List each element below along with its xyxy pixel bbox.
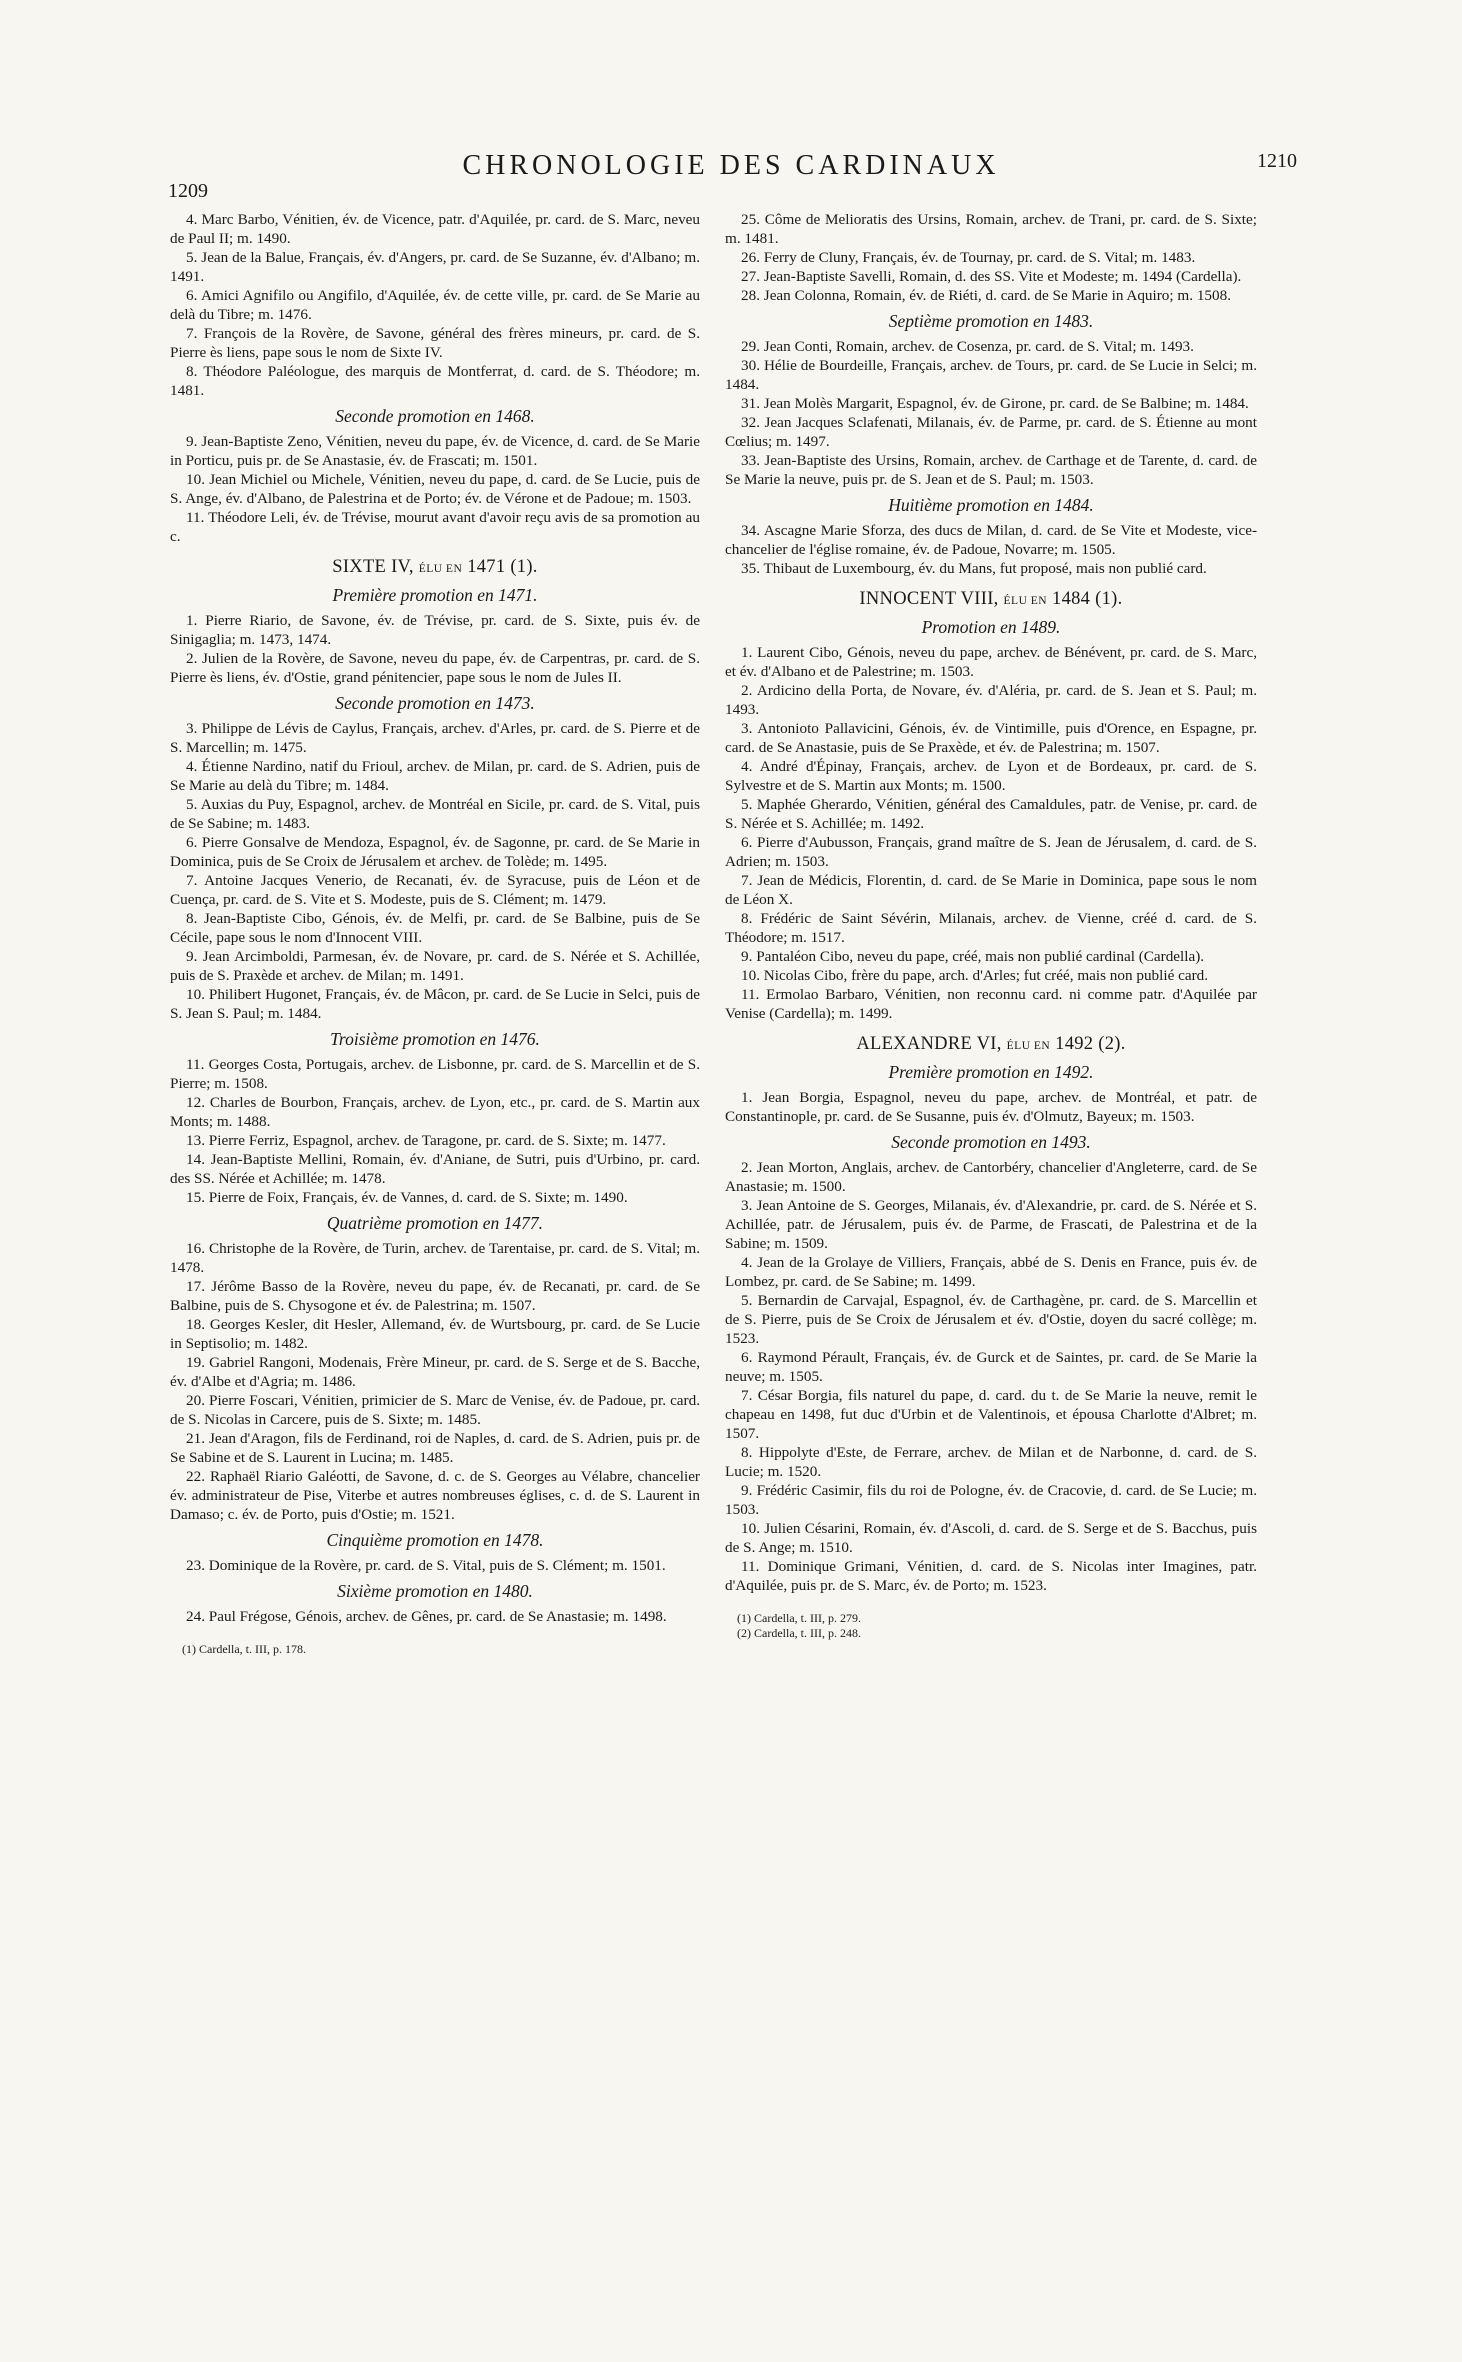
cardinal-entry: 29. Jean Conti, Romain, archev. de Cosenza, pr. card. de S. Vital; m. 1493. <box>741 338 1194 355</box>
pope-name: INNOCENT VIII, <box>859 589 999 609</box>
cardinal-entry: 3. Jean Antoine de S. Georges, Milanais, év. d'Alexandrie, pr. card. de S. Nérée et S. Achillée, patr. de Jérusalem, puis év. de Parme, de Frascati, de Palestrina et de la Sabine; m. 1509. <box>725 1197 1257 1252</box>
cardinal-entry: 9. Jean Arcimboldi, Parmesan, év. de Novare, pr. card. de S. Nérée et S. Achillée, puis de S. Praxède et archev. de Milan; m. 1491. <box>170 948 700 984</box>
footnote-ref: (1). <box>510 557 538 577</box>
promotion-heading: Première promotion en 1471. <box>332 585 538 605</box>
cardinal-entry: 15. Pierre de Foix, Français, év. de Vannes, d. card. de S. Sixte; m. 1490. <box>186 1189 628 1206</box>
cardinal-entry: 26. Ferry de Cluny, Français, év. de Tournay, pr. card. de S. Vital; m. 1483. <box>741 249 1196 266</box>
cardinal-entry: 21. Jean d'Aragon, fils de Ferdinand, roi de Naples, d. card. de S. Adrien, puis pr. de Se Sabine et de S. Laurent in Lucina; m. 1485. <box>170 1430 700 1466</box>
pope-heading <box>170 558 700 579</box>
cardinal-entry: 3. Antonioto Pallavicini, Génois, év. de Vintimille, puis d'Orence, en Espagne, pr. card. de Se Anastasie, puis de Se Praxède, et év. de Palestrina; m. 1507. <box>725 720 1257 756</box>
cardinal-entry: 24. Paul Frégose, Génois, archev. de Gênes, pr. card. de Se Anastasie; m. 1498. <box>186 1608 667 1625</box>
cardinal-entry: 6. Pierre d'Aubusson, Français, grand maître de S. Jean de Jérusalem, d. card. de S. Adrien; m. 1503. <box>725 834 1257 870</box>
cardinal-entry: 19. Gabriel Rangoni, Modenais, Frère Mineur, pr. card. de S. Serge et de S. Bacche, év. d'Albe et d'Agria; m. 1486. <box>170 1354 700 1390</box>
promotion-heading: Seconde promotion en 1468. <box>335 406 535 426</box>
cardinal-entry: 31. Jean Molès Margarit, Espagnol, év. de Girone, pr. card. de Se Balbine; m. 1484. <box>741 395 1249 412</box>
promotion-heading: Huitième promotion en 1484. <box>888 495 1094 515</box>
cardinal-entry: 8. Jean-Baptiste Cibo, Génois, év. de Melfi, pr. card. de Se Balbine, puis de Se Cécile, pape sous le nom d'Innocent VIII. <box>170 910 700 946</box>
cardinal-entry: 9. Frédéric Casimir, fils du roi de Pologne, év. de Cracovie, d. card. de Se Lucie; m. 1503. <box>725 1482 1257 1518</box>
cardinal-entry: 22. Raphaël Riario Galéotti, de Savone, d. c. de S. Georges au Vélabre, chancelier év. administrateur de Pise, Viterbe et autres nombreuses églises, c. d. de S. Laurent in Damaso; c. év. de Porto, puis d'Ostie; m. 1521. <box>170 1468 700 1523</box>
cardinal-entry: 17. Jérôme Basso de la Rovère, neveu du pape, év. de Recanati, pr. card. de Se Balbine, puis de S. Chysogone et év. de Palestrina; m. 1507. <box>170 1278 700 1314</box>
promotion-heading: Sixième promotion en 1480. <box>337 1581 533 1601</box>
promotion-heading: Première promotion en 1492. <box>888 1062 1094 1082</box>
footnote-ref: (2). <box>1098 1034 1126 1054</box>
cardinal-entry: 33. Jean-Baptiste des Ursins, Romain, archev. de Carthage et de Tarente, d. card. de Se Marie la neuve, puis pr. de S. Jean et de S. Paul; m. 1503. <box>725 452 1257 488</box>
pope-name: SIXTE IV, <box>332 557 414 577</box>
footnote: (1) Cardella, t. III, p. 178. <box>182 1642 306 1656</box>
footnotes <box>725 1611 1257 1641</box>
promotion-heading: Troisième promotion en 1476. <box>330 1029 540 1049</box>
elu-label: ÉLU EN <box>1003 595 1048 607</box>
cardinal-entry: 10. Philibert Hugonet, Français, év. de Mâcon, pr. card. de Se Lucie in Selci, puis de S. Jean S. Paul; m. 1484. <box>170 986 700 1022</box>
cardinal-entry: 6. Amici Agnifilo ou Angifilo, d'Aquilée, év. de cette ville, pr. card. de Se Marie au delà du Tibre; m. 1476. <box>170 287 700 323</box>
promotion-heading: Seconde promotion en 1473. <box>335 693 535 713</box>
cardinal-entry: 11. Théodore Leli, év. de Trévise, mourut avant d'avoir reçu avis de sa promotion au c. <box>170 509 700 545</box>
cardinal-entry: 4. André d'Épinay, Français, archev. de Lyon et de Bordeaux, pr. card. de S. Sylvestre et de S. Martin aux Monts; m. 1500. <box>725 758 1257 794</box>
cardinal-entry: 11. Ermolao Barbaro, Vénitien, non reconnu card. ni comme patr. d'Aquilée par Venise (Cardella); m. 1499. <box>725 986 1257 1022</box>
cardinal-entry: 23. Dominique de la Rovère, pr. card. de S. Vital, puis de S. Clément; m. 1501. <box>186 1557 666 1574</box>
cardinal-entry: 4. Étienne Nardino, natif du Frioul, archev. de Milan, pr. card. de S. Adrien, puis de Se Marie au delà du Tibre; m. 1484. <box>170 758 700 794</box>
footnotes <box>170 1642 700 1657</box>
cardinal-entry: 5. Maphée Gherardo, Vénitien, général des Camaldules, patr. de Venise, pr. card. de S. Nérée et S. Achillée; m. 1492. <box>725 796 1257 832</box>
cardinal-entry: 1. Jean Borgia, Espagnol, neveu du pape, archev. de Montréal, et patr. de Constantinople, pr. card. de Se Susanne, puis év. d'Olmutz, Bayeux; m. 1503. <box>725 1089 1257 1125</box>
cardinal-entry: 5. Jean de la Balue, Français, év. d'Angers, pr. card. de Se Suzanne, év. d'Albano; m. 1491. <box>170 249 700 285</box>
cardinal-entry: 2. Julien de la Rovère, de Savone, neveu du pape, év. de Carpentras, pr. card. de S. Pierre ès liens, év. d'Ostie, grand pénitencier, pape sous le nom de Jules II. <box>170 650 700 686</box>
cardinal-entry: 8. Frédéric de Saint Sévérin, Milanais, archev. de Vienne, créé d. card. de S. Théodore; m. 1517. <box>725 910 1257 946</box>
promotion-heading: Cinquième promotion en 1478. <box>326 1530 544 1550</box>
cardinal-entry: 7. Jean de Médicis, Florentin, d. card. de Se Marie in Dominica, pape sous le nom de Léon X. <box>725 872 1257 908</box>
cardinal-entry: 14. Jean-Baptiste Mellini, Romain, év. d'Aniane, de Sutri, puis d'Urbino, pr. card. des SS. Nérée et Achillée; m. 1478. <box>170 1151 700 1187</box>
cardinal-entry: 1. Laurent Cibo, Génois, neveu du pape, archev. de Bénévent, pr. card. de S. Marc, et év. d'Albano et de Palestrine; m. 1503. <box>725 644 1257 680</box>
page-number-right: 1210 <box>1257 150 1297 172</box>
footnote-ref: (1). <box>1095 589 1123 609</box>
cardinal-entry: 9. Pantaléon Cibo, neveu du pape, créé, mais non publié cardinal (Cardella). <box>741 948 1205 965</box>
cardinal-entry: 32. Jean Jacques Sclafenati, Milanais, év. de Parme, pr. card. de S. Étienne au mont Cœlius; m. 1497. <box>725 414 1257 450</box>
cardinal-entry: 4. Jean de la Grolaye de Villiers, Français, abbé de S. Denis en France, puis év. de Lombez, pr. card. de Se Sabine; m. 1499. <box>725 1254 1257 1290</box>
footnote: (1) Cardella, t. III, p. 279. <box>737 1611 861 1625</box>
cardinal-entry: 8. Hippolyte d'Este, de Ferrare, archev. de Milan et de Narbonne, d. card. de S. Lucie; m. 1520. <box>725 1444 1257 1480</box>
left-column <box>170 210 700 1657</box>
elu-label: ÉLU EN <box>418 563 463 575</box>
cardinal-entry: 11. Georges Costa, Portugais, archev. de Lisbonne, pr. card. de S. Marcellin et de S. Pierre; m. 1508. <box>170 1056 700 1092</box>
cardinal-entry: 34. Ascagne Marie Sforza, des ducs de Milan, d. card. de Se Vite et Modeste, vice-chancelier de l'église romaine, év. de Padoue, Novarre; m. 1505. <box>725 522 1257 558</box>
cardinal-entry: 11. Dominique Grimani, Vénitien, d. card. de S. Nicolas inter Imagines, patr. d'Aquilée, puis pr. de S. Marc, év. de Porto; m. 1523. <box>725 1558 1257 1594</box>
pope-heading <box>725 1035 1257 1056</box>
election-year: 1484 <box>1052 589 1091 609</box>
cardinal-entry: 25. Côme de Melioratis des Ursins, Romain, archev. de Trani, pr. card. de S. Sixte; m. 1481. <box>725 211 1257 247</box>
election-year: 1492 <box>1055 1034 1094 1054</box>
cardinal-entry: 6. Raymond Pérault, Français, év. de Gurck et de Saintes, pr. card. de Se Marie la neuve; m. 1505. <box>725 1349 1257 1385</box>
cardinal-entry: 7. François de la Rovère, de Savone, général des frères mineurs, pr. card. de S. Pierre ès liens, pape sous le nom de Sixte IV. <box>170 325 700 361</box>
elu-label: ÉLU EN <box>1006 1040 1051 1052</box>
cardinal-entry: 7. Antoine Jacques Venerio, de Recanati, év. de Syracuse, puis de Léon et de Cuença, pr. card. de S. Vite et S. Modeste, puis de S. Clément; m. 1479. <box>170 872 700 908</box>
pope-name: ALEXANDRE VI, <box>856 1034 1002 1054</box>
promotion-heading: Promotion en 1489. <box>921 617 1061 637</box>
footnote: (2) Cardella, t. III, p. 248. <box>737 1626 861 1640</box>
cardinal-entry: 3. Philippe de Lévis de Caylus, Français, archev. d'Arles, pr. card. de S. Pierre et de S. Marcellin; m. 1475. <box>170 720 700 756</box>
cardinal-entry: 5. Bernardin de Carvajal, Espagnol, év. de Carthagène, pr. card. de S. Marcellin et de S. Pierre, puis de Se Croix de Jérusalem et év. d'Ostie, doyen du sacré collège; m. 1523. <box>725 1292 1257 1347</box>
cardinal-entry: 18. Georges Kesler, dit Hesler, Allemand, év. de Wurtsbourg, pr. card. de Se Lucie in Septisolio; m. 1482. <box>170 1316 700 1352</box>
cardinal-entry: 4. Marc Barbo, Vénitien, év. de Vicence, patr. d'Aquilée, pr. card. de S. Marc, neveu de Paul II; m. 1490. <box>170 211 700 247</box>
cardinal-entry: 7. César Borgia, fils naturel du pape, d. card. du t. de Se Marie la neuve, remit le chapeau en 1498, fut duc d'Urbin et de Valentinois, et épousa Charlotte d'Albret; m. 1507. <box>725 1387 1257 1442</box>
cardinal-entry: 12. Charles de Bourbon, Français, archev. de Lyon, etc., pr. card. de S. Martin aux Monts; m. 1488. <box>170 1094 700 1130</box>
promotion-heading: Septième promotion en 1483. <box>888 311 1094 331</box>
promotion-heading: Quatrième promotion en 1477. <box>326 1213 544 1233</box>
election-year: 1471 <box>467 557 506 577</box>
cardinal-entry: 20. Pierre Foscari, Vénitien, primicier de S. Marc de Venise, év. de Padoue, pr. card. de S. Nicolas in Carcere, puis de S. Sixte; m. 1485. <box>170 1392 700 1428</box>
cardinal-entry: 10. Jean Michiel ou Michele, Vénitien, neveu du pape, d. card. de Se Lucie, puis de S. Ange, év. d'Albano, de Palestrina et de Porto; év. de Vérone et de Padoue; m. 1503. <box>170 471 700 507</box>
cardinal-entry: 30. Hélie de Bourdeille, Français, archev. de Tours, pr. card. de Se Lucie in Selci; m. 1484. <box>725 357 1257 393</box>
cardinal-entry: 9. Jean-Baptiste Zeno, Vénitien, neveu du pape, év. de Vicence, d. card. de Se Marie in Porticu, puis pr. de Se Anastasie, év. de Frascati; m. 1501. <box>170 433 700 469</box>
page-number-left: 1209 <box>168 180 208 202</box>
cardinal-entry: 16. Christophe de la Rovère, de Turin, archev. de Tarentaise, pr. card. de S. Vital; m. 1478. <box>170 1240 700 1276</box>
page-title: CHRONOLOGIE DES CARDINAUX <box>462 150 1000 181</box>
promotion-heading: Seconde promotion en 1493. <box>891 1132 1091 1152</box>
page-header <box>0 150 1462 202</box>
cardinal-entry: 35. Thibaut de Luxembourg, év. du Mans, fut proposé, mais non publié card. <box>741 560 1207 577</box>
pope-heading <box>725 590 1257 611</box>
cardinal-entry: 10. Julien Césarini, Romain, év. d'Ascoli, d. card. de S. Serge et de S. Bacchus, puis de S. Ange; m. 1510. <box>725 1520 1257 1556</box>
cardinal-entry: 6. Pierre Gonsalve de Mendoza, Espagnol, év. de Sagonne, pr. card. de Se Marie in Dominica, puis de Se Croix de Jérusalem et archev. de Tolède; m. 1495. <box>170 834 700 870</box>
cardinal-entry: 28. Jean Colonna, Romain, év. de Riéti, d. card. de Se Marie in Aquiro; m. 1508. <box>741 287 1231 304</box>
cardinal-entry: 13. Pierre Ferriz, Espagnol, archev. de Taragone, pr. card. de S. Sixte; m. 1477. <box>186 1132 666 1149</box>
cardinal-entry: 1. Pierre Riario, de Savone, év. de Trévise, pr. card. de S. Sixte, puis év. de Sinigaglia; m. 1473, 1474. <box>170 612 700 648</box>
cardinal-entry: 2. Ardicino della Porta, de Novare, év. d'Aléria, pr. card. de S. Jean et S. Paul; m. 1493. <box>725 682 1257 718</box>
right-column <box>725 210 1257 1641</box>
cardinal-entry: 5. Auxias du Puy, Espagnol, archev. de Montréal en Sicile, pr. card. de S. Vital, puis de Se Sabine; m. 1483. <box>170 796 700 832</box>
cardinal-entry: 10. Nicolas Cibo, frère du pape, arch. d'Arles; fut créé, mais non publié card. <box>741 967 1209 984</box>
cardinal-entry: 2. Jean Morton, Anglais, archev. de Cantorbéry, chancelier d'Angleterre, card. de Se Anastasie; m. 1500. <box>725 1159 1257 1195</box>
cardinal-entry: 8. Théodore Paléologue, des marquis de Montferrat, d. card. de S. Théodore; m. 1481. <box>170 363 700 399</box>
cardinal-entry: 27. Jean-Baptiste Savelli, Romain, d. des SS. Vite et Modeste; m. 1494 (Cardella). <box>741 268 1242 285</box>
